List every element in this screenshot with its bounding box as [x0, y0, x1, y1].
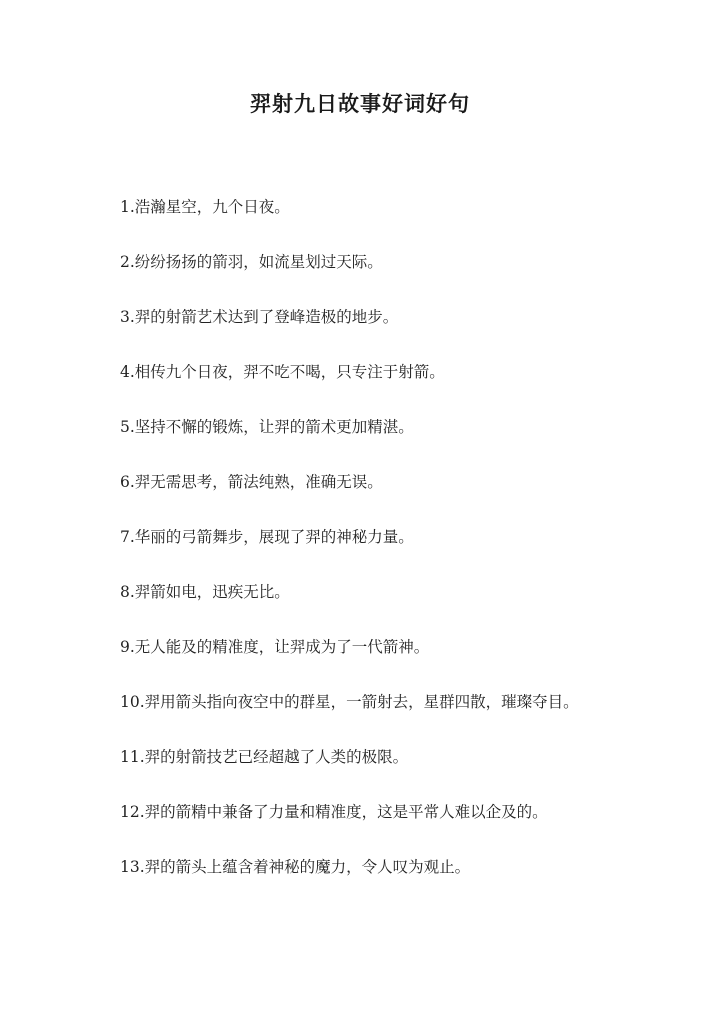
- sentence-list: [120, 194, 700, 909]
- list-item: [120, 304, 700, 359]
- list-item: [120, 359, 700, 414]
- item-number: 9.: [120, 638, 135, 656]
- item-number: 5.: [120, 418, 135, 436]
- list-item: [120, 524, 700, 579]
- list-item: [120, 194, 700, 249]
- item-number: 3.: [120, 308, 135, 326]
- item-text: 羿用箭头指向夜空中的群星，一箭射去，星群四散，璀璨夺目。: [144, 693, 579, 711]
- item-text: 羿无需思考，箭法纯熟，准确无误。: [134, 473, 383, 491]
- list-item: [120, 469, 700, 524]
- list-item: [120, 799, 700, 854]
- item-number: 12.: [120, 803, 145, 821]
- item-text: 羿的箭头上蕴含着神秘的魔力，令人叹为观止。: [144, 858, 471, 876]
- item-number: 7.: [120, 528, 135, 546]
- list-item: [120, 854, 700, 909]
- list-item: [120, 579, 700, 634]
- item-text: 华丽的弓箭舞步，展现了羿的神秘力量。: [134, 528, 414, 546]
- item-text: 羿箭如电，迅疾无比。: [134, 583, 290, 601]
- list-item: [120, 634, 700, 689]
- item-number: 6.: [120, 473, 135, 491]
- item-text: 羿的箭精中兼备了力量和精准度，这是平常人难以企及的。: [144, 803, 548, 821]
- item-number: 4.: [120, 363, 135, 381]
- item-number: 11.: [120, 748, 145, 766]
- item-number: 2.: [120, 253, 135, 271]
- list-item: [120, 249, 700, 304]
- document-title: 羿射九日故事好词好句: [250, 91, 470, 116]
- item-number: 10.: [120, 693, 145, 711]
- list-item: [120, 689, 700, 744]
- item-text: 羿的射箭技艺已经超越了人类的极限。: [144, 748, 409, 766]
- item-text: 坚持不懈的锻炼，让羿的箭术更加精湛。: [134, 418, 414, 436]
- item-text: 无人能及的精准度，让羿成为了一代箭神。: [134, 638, 430, 656]
- item-text: 相传九个日夜，羿不吃不喝，只专注于射箭。: [134, 363, 445, 381]
- item-number: 8.: [120, 583, 135, 601]
- item-text: 羿的射箭艺术达到了登峰造极的地步。: [134, 308, 399, 326]
- item-text: 纷纷扬扬的箭羽，如流星划过天际。: [134, 253, 383, 271]
- item-number: 1.: [120, 198, 135, 216]
- list-item: [120, 414, 700, 469]
- list-item: [120, 744, 700, 799]
- item-text: 浩瀚星空，九个日夜。: [134, 198, 290, 216]
- item-number: 13.: [120, 858, 145, 876]
